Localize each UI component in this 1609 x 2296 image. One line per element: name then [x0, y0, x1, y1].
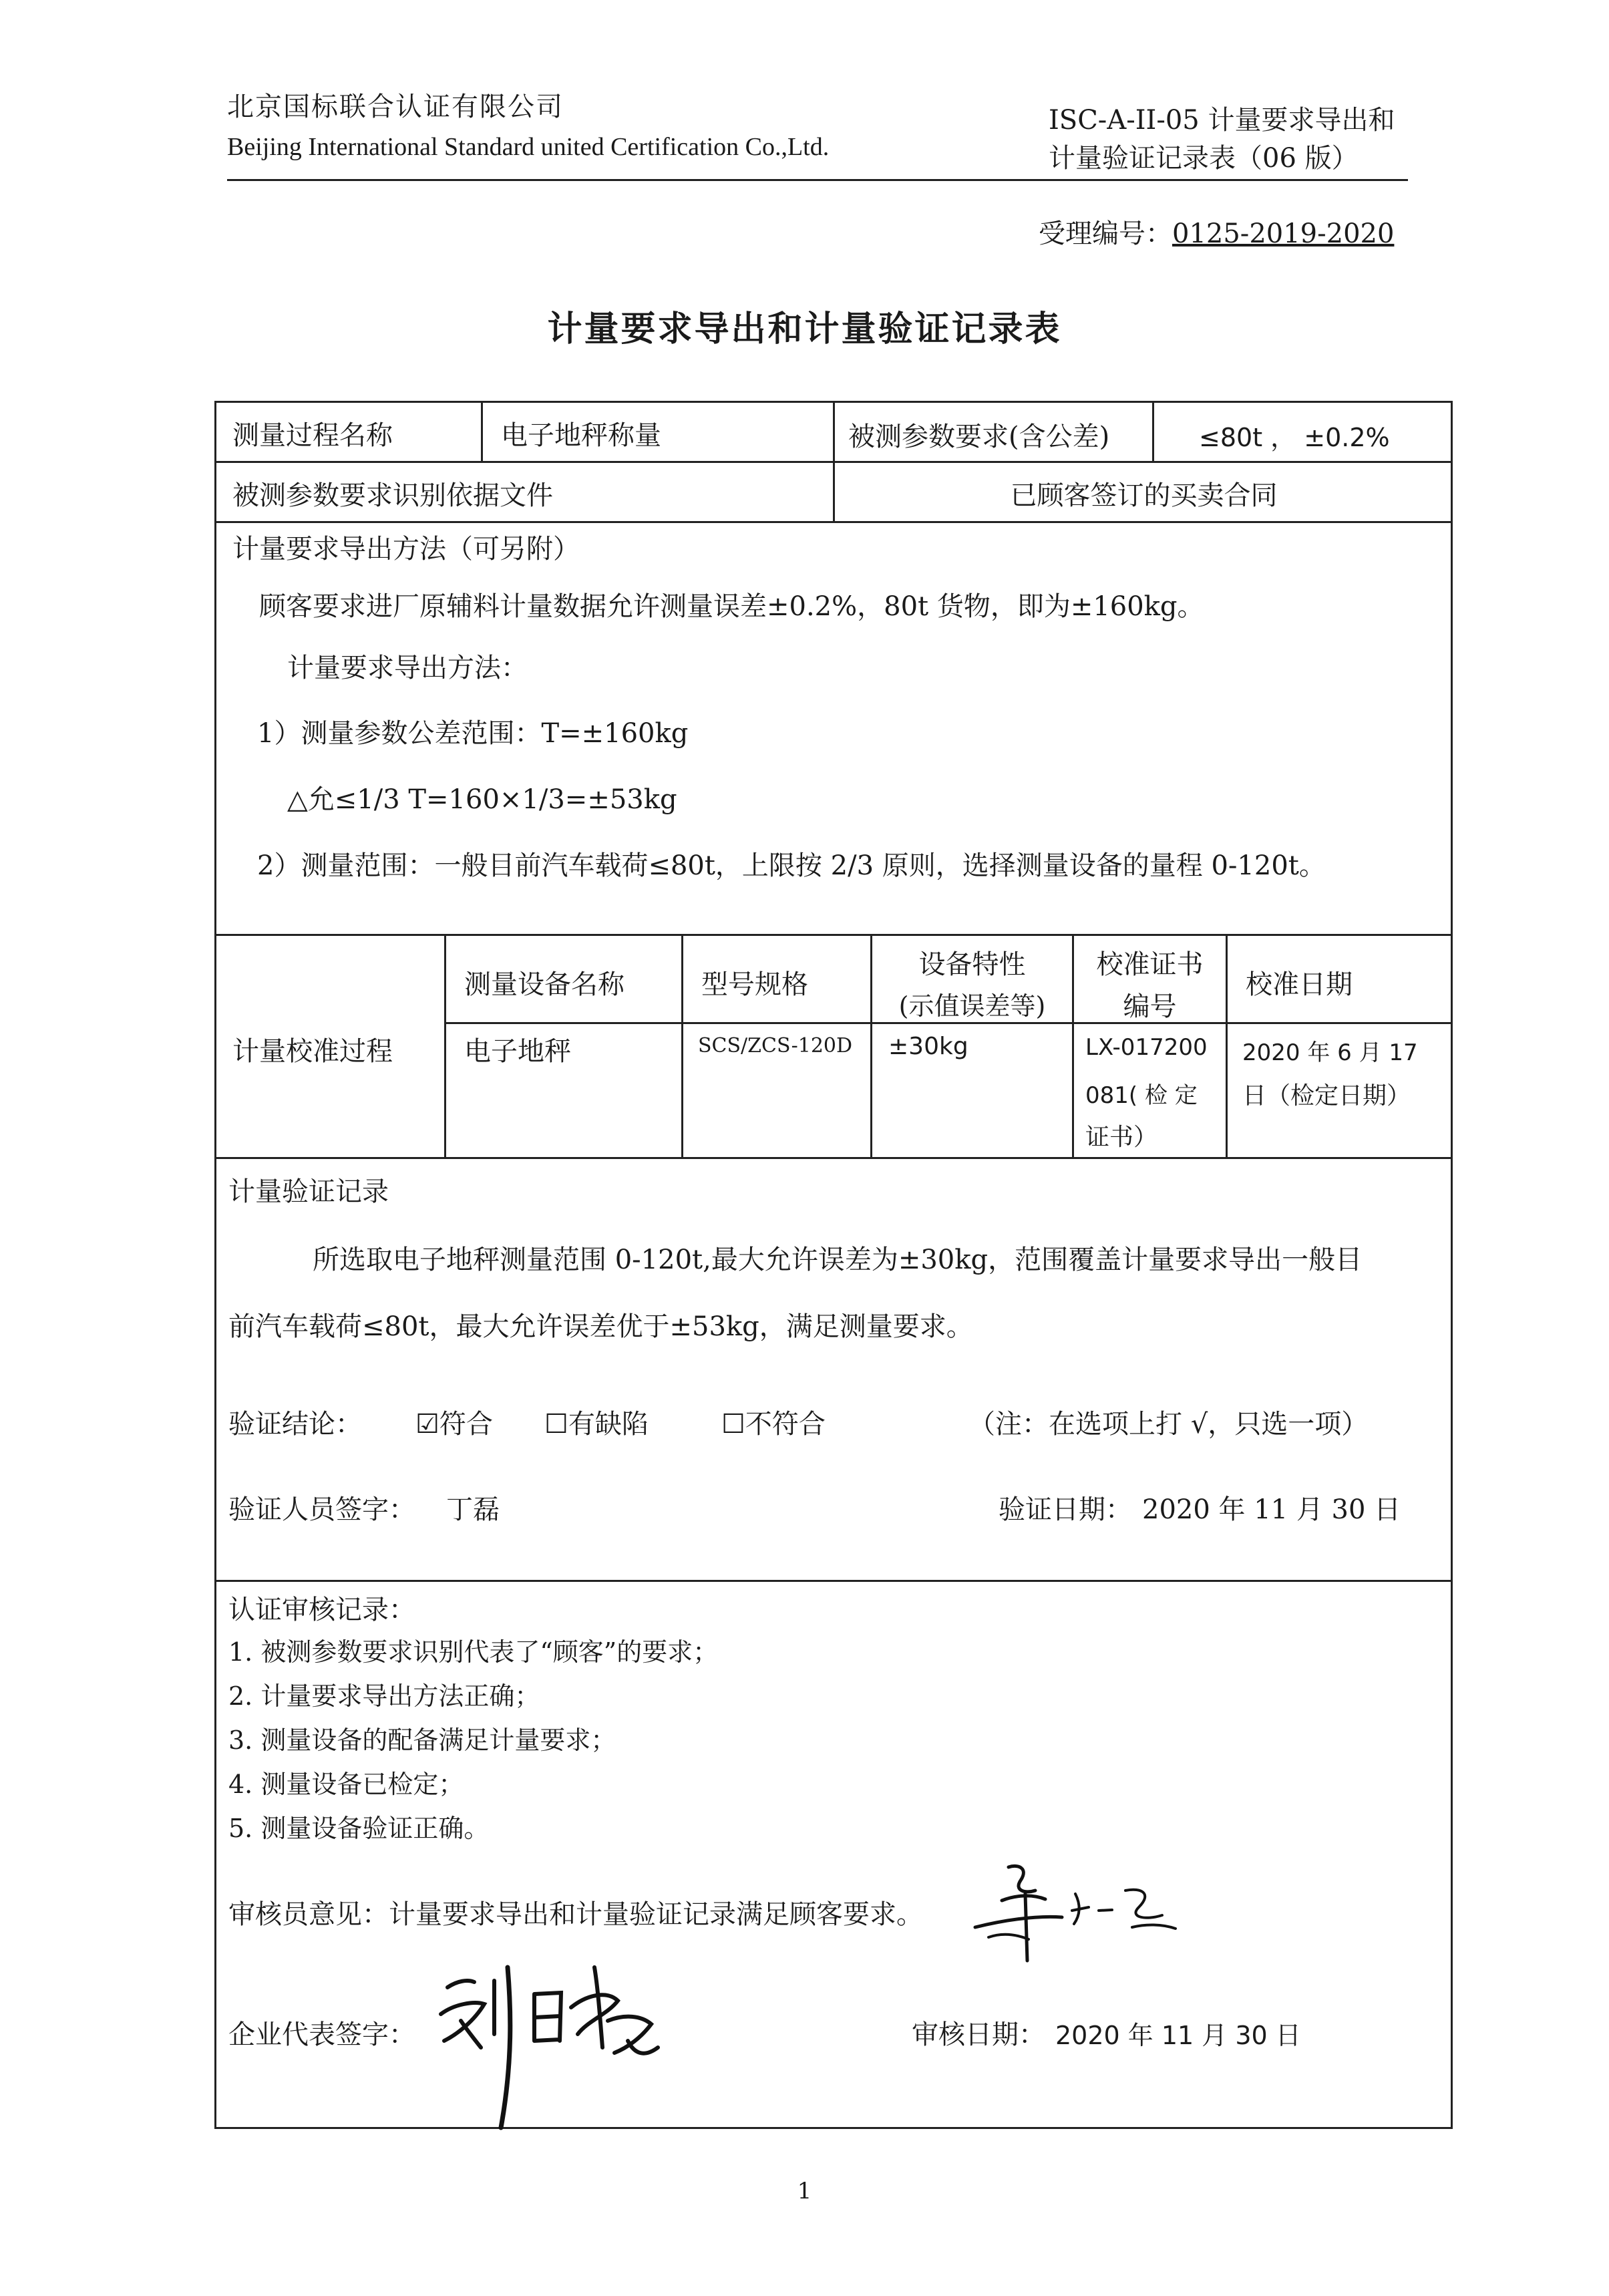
company-name-en: Beijing International Standard united Certification Co.,Ltd.	[227, 133, 830, 161]
col-device-name: 测量设备名称	[464, 969, 624, 1000]
col-cert-2: 编号	[1123, 991, 1177, 1022]
verification-date-value: 2020 年 11 月 30 日	[1142, 1494, 1401, 1525]
col-characteristic-1: 设备特性	[918, 949, 1026, 980]
col-model: 型号规格	[701, 969, 808, 1000]
col-characteristic-2: (示值误差等)	[898, 991, 1046, 1021]
acceptance-number	[1039, 212, 1394, 251]
derivation-line-2: 计量要求导出方法：	[287, 653, 528, 683]
derivation-line-5: 2）测量范围：一般目前汽车载荷≤80t，上限按 2/3 原则，选择测量设备的量程 0-120t。	[257, 850, 1326, 881]
audit-heading: 认证审核记录：	[228, 1595, 415, 1625]
acceptance-value: 0125-2019-2020	[1172, 218, 1395, 249]
basis-document-value: 已顾客签订的买卖合同	[1010, 480, 1278, 511]
process-name-label: 测量过程名称	[232, 420, 393, 451]
grid-line	[214, 1157, 1453, 1159]
auditor-opinion-label: 审核员意见：	[228, 1899, 389, 1930]
audit-date-label: 审核日期：	[912, 2019, 1045, 2050]
auditor-signature	[962, 1854, 1202, 1967]
conclusion-label: 验证结论：	[228, 1409, 362, 1440]
company-name-cn: 北京国标联合认证有限公司	[227, 92, 564, 122]
grid-line	[681, 934, 683, 1157]
verifier-name: 丁磊	[446, 1494, 500, 1525]
basis-document-label: 被测参数要求识别依据文件	[232, 480, 553, 511]
grid-line	[214, 521, 1453, 523]
conclusion-option-pass[interactable]: ☑符合	[415, 1409, 493, 1440]
process-name-value: 电子地秤称量	[501, 420, 661, 451]
grid-line	[1226, 934, 1228, 1157]
conclusion-option-fail[interactable]: ☐不符合	[721, 1409, 826, 1440]
verification-date-label: 验证日期：	[999, 1494, 1132, 1525]
cert-number-line-3: 证书）	[1085, 1124, 1158, 1151]
enterprise-rep-signature	[427, 1941, 668, 2141]
col-cert-1: 校准证书	[1096, 949, 1204, 980]
verification-paragraph-1: 所选取电子地秤测量范围 0-120t,最大允许误差为±30kg，范围覆盖计量要求导出一般目	[313, 1245, 1363, 1275]
audit-item: 3. 测量设备的配备满足计量要求；	[228, 1726, 616, 1755]
acceptance-label: 受理编号：	[1039, 218, 1172, 249]
verification-paragraph-2: 前汽车载荷≤80t，最大允许误差优于±53kg，满足测量要求。	[228, 1311, 973, 1342]
conclusion-note: （注：在选项上打 √，只选一项）	[968, 1409, 1369, 1440]
verifier-signature-label: 验证人员签字：	[228, 1494, 415, 1525]
device-model-value: SCS/ZCS-120D	[698, 1034, 853, 1057]
grid-line	[1152, 401, 1154, 461]
device-characteristic-value: ±30kg	[888, 1033, 968, 1060]
audit-item: 4. 测量设备已检定；	[228, 1770, 464, 1799]
param-requirement-value: ≤80t ， ±0.2%	[1199, 423, 1390, 452]
enterprise-rep-label: 企业代表签字：	[228, 2019, 415, 2050]
grid-line	[481, 401, 483, 461]
cal-date-line-1: 2020 年 6 月 17	[1242, 1039, 1418, 1066]
grid-line	[444, 934, 446, 1157]
derivation-line-3: 1）测量参数公差范围：T=±160kg	[257, 718, 689, 749]
conclusion-option-defect[interactable]: ☐有缺陷	[544, 1409, 649, 1440]
auditor-opinion	[228, 1893, 923, 1931]
cert-number-line-1: LX-017200	[1085, 1034, 1208, 1061]
derivation-line-4: △允≤1/3 T=160×1/3=±53kg	[287, 784, 677, 815]
grid-line	[444, 1022, 1453, 1024]
cert-number-line-2: 081( 检 定	[1085, 1082, 1198, 1109]
cal-date-line-2: 日（检定日期）	[1242, 1082, 1411, 1110]
grid-line	[214, 1580, 1453, 1582]
audit-item: 5. 测量设备验证正确。	[228, 1814, 490, 1843]
derivation-line-1: 顾客要求进厂原辅料计量数据允许测量误差±0.2%，80t 货物，即为±160kg。	[259, 591, 1204, 622]
header-divider	[227, 179, 1408, 181]
verification-heading: 计量验证记录	[228, 1176, 389, 1207]
page-number: 1	[797, 2178, 812, 2204]
form-code-line-2: 计量验证记录表（06 版）	[1049, 143, 1359, 174]
param-requirement-label: 被测参数要求(含公差)	[848, 422, 1110, 452]
col-cal-date: 校准日期	[1246, 969, 1353, 1000]
audit-item: 2. 计量要求导出方法正确；	[228, 1681, 540, 1711]
audit-date-value: 2020 年 11 月 30 日	[1055, 2021, 1301, 2050]
device-name-value: 电子地秤	[464, 1036, 571, 1067]
derivation-heading: 计量要求导出方法（可另附）	[232, 534, 580, 564]
grid-line	[214, 934, 1453, 936]
form-code-line-1: ISC-A-II-05 计量要求导出和	[1049, 105, 1395, 136]
calibration-section-label: 计量校准过程	[232, 1036, 393, 1067]
auditor-opinion-text: 计量要求导出和计量验证记录满足顾客要求。	[389, 1899, 923, 1930]
document-title: 计量要求导出和计量验证记录表	[547, 309, 1062, 349]
audit-item: 1. 被测参数要求识别代表了“顾客”的要求；	[228, 1637, 719, 1667]
